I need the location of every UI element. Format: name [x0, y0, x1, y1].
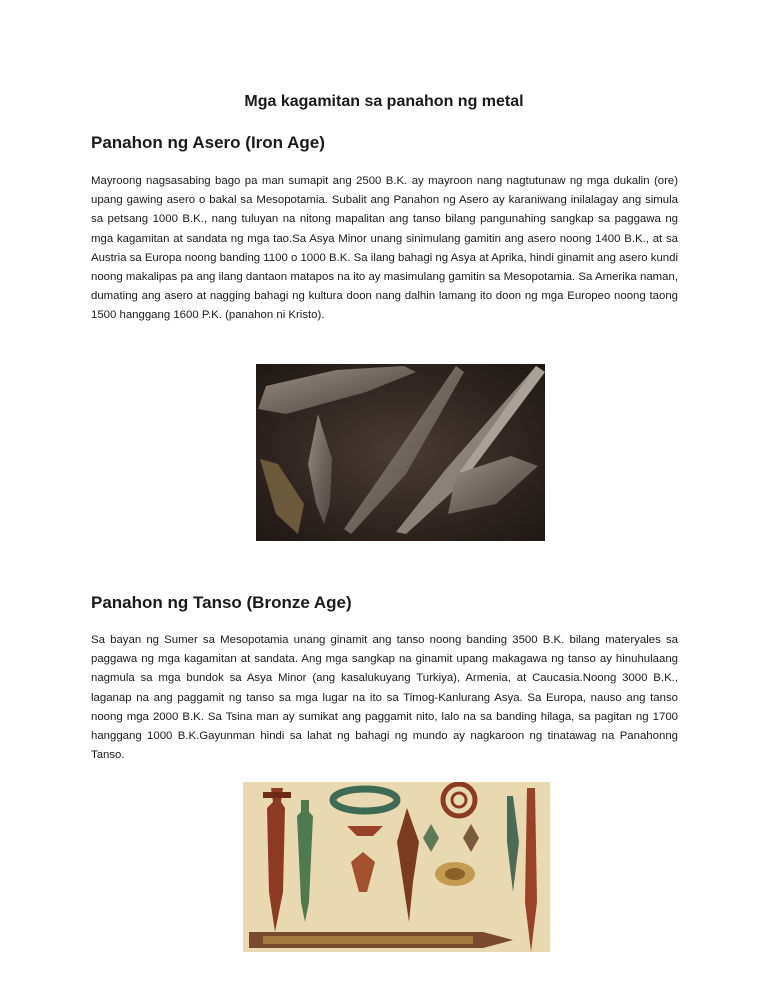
section-heading-bronze-age: Panahon ng Tanso (Bronze Age) [91, 593, 352, 612]
bronze-age-tools-photo [243, 782, 550, 952]
paragraph-bronze-age: Sa bayan ng Sumer sa Mesopotamia unang ginamit ang tanso noong banding 3500 B.K. bilang materyales sa paggawa ng mga kagamitan at sandata. Ang mga sangkap na ginamit upang makagawa ng tanso ay hinuhulaang nagmula sa mga bundok sa Asya Minor (ang kasalukuyang Turkiya), Armenia, at Caucasia.Noong 3000 B.K., laganap na ang paggamit ng tanso sa mga lugar na ito sa Timog-Kanlurang Asya. Sa Europa, nauso ang tanso noong mga 2000 B.K. Sa Tsina man ay sumikat ang paggamit nito, lalo na sa banding hilaga, sa pagitan ng 1700 hanggang 1000 B.K.Gayunman hindi sa lahat ng bahagi ng mundo ay nagkaroon ng tinatawag na Panahonng Tanso. [91, 634, 678, 762]
iron-age-tools-photo [256, 364, 545, 541]
section-heading-iron-age: Panahon ng Asero (Iron Age) [91, 133, 325, 152]
page-title: Mga kagamitan sa panahon ng metal [244, 93, 524, 110]
paragraph-iron-age: Mayroong nagsasabing bago pa man sumapit ang 2500 B.K. ay mayroon nang nagtutunaw ng mga dukalin (ore) upang gawing asero o bakal sa Mesopotamia. Subalit ang Panahon ng Asero ay karaniwang inilalagay ang simula sa petsang 1000 B.K., nang tuluyan na nitong mapalitan ang tanso bilang pangunahing sangkap sa paggawa ng mga kagamitan at sandata ng mga tao.Sa Asya Minor unang sinimulang gamitin ang asero noong 1400 B.K., at sa Austria sa Europa noong banding 1100 o 1000 B.K. Sa ilang bahagi ng Asya at Aprika, hindi ginamit ang asero kundi noong makalipas pa ang ilang dantaon matapos na ito ay masimulang gamitin sa Mesopotamia. Sa Amerika naman, dumating ang asero at nagging bahagi ng kultura doon nang dalhin lamang ito doon ng mga Europeo noong taong 1500 hanggang 1600 P.K. (panahon ni Kristo). [91, 175, 678, 322]
